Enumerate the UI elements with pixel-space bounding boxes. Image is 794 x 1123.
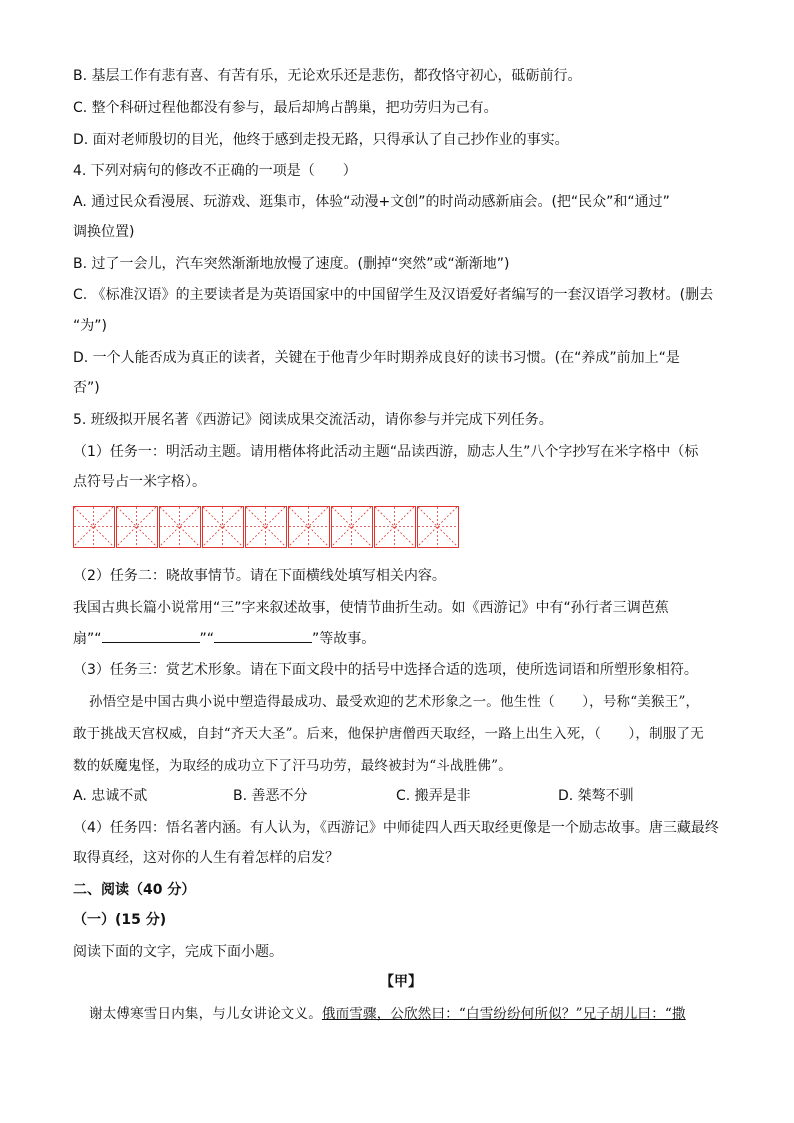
classical-text-line [89,1004,686,1024]
blank-suffix: ”等故事。 [312,631,376,647]
option-c-line: C. 整个科研过程他都没有参与，最后却鸠占鹊巢，把功劳归为己有。 [73,100,498,116]
text-jia-label: 【甲】 [380,974,422,990]
choice-b[interactable]: B. 善恶不分 [233,788,308,804]
q4-option-b: B. 过了一会儿，汽车突然渐渐地放慢了速度。(删掉“突然”或“渐渐地”) [73,256,510,272]
q4-option-a: A. 通过民众看漫展、玩游戏、逛集市，体验“动漫+文创”的时尚动感新庙会。(把“民众”和“通过” [73,194,670,210]
option-d-line: D. 面对老师殷切的目光，他终于感到走投无路，只得承认了自己抄作业的事实。 [73,132,569,148]
question-5: 5. 班级拟开展名著《西游记》阅读成果交流活动，请你参与并完成下列任务。 [73,412,553,428]
mizi-cell[interactable] [73,506,115,548]
choice-c[interactable]: C. 搬弄是非 [396,788,471,804]
passage-line-1: 孙悟空是中国古典小说中塑造得最成功、最受欢迎的艺术形象之一。他生性（ ），号称“美猴王”， [89,694,700,710]
choice-d[interactable]: D. 桀骜不驯 [558,788,634,804]
q4-option-c: C. 《标准汉语》的主要读者是为英语国家中的中国留学生及汉语爱好者编写的一套汉语学习教材。(删去 [73,287,714,303]
q4-option-c-cont: “为”) [73,318,107,334]
mizi-cell[interactable] [331,506,373,548]
blank-middle: ”“ [199,631,215,647]
mizi-cell[interactable] [202,506,244,548]
blank-prefix: 扇”“ [73,631,102,647]
passage-line-3: 数的妖魔鬼怪，为取经的成功立下了汗马功劳，最终被封为“斗战胜佛”。 [73,758,512,774]
classical-text-underlined: 俄而雪骤，公欣然曰：“白雪纷纷何所似？”兄子胡儿曰：“撒 [321,1006,686,1022]
question-4: 4. 下列对病句的修改不正确的一项是（ ） [73,163,357,179]
section-2-heading: 二、阅读（40 分） [73,882,196,898]
mizi-cell[interactable] [374,506,416,548]
mizi-grid [73,506,460,548]
task-4-cont: 取得真经，这对你的人生有着怎样的启发？ [73,850,339,866]
task-3: （3）任务三：赏艺术形象。请在下面文段中的括号中选择合适的选项，使所选词语和所塑形象相符。 [73,662,698,678]
task-2-text: 我国古典长篇小说常用“三”字来叙述故事，使情节曲折生动。如《西游记》中有“孙行者三调芭蕉 [73,600,669,616]
task-2: （2）任务二：晓故事情节。请在下面横线处填写相关内容。 [73,568,446,584]
option-b-line: B. 基层工作有悲有喜、有苦有乐，无论欢乐还是悲伤，都孜恪守初心，砥砺前行。 [73,68,582,84]
task-2-blanks [73,628,375,649]
task-4: （4）任务四：悟名著内涵。有人认为，《西游记》中师徒四人西天取经更像是一个励志故事。唐三藏最终 [73,820,719,836]
mizi-cell[interactable] [288,506,330,548]
q4-option-a-cont: 调换位置) [73,224,135,240]
classical-text-start: 谢太傅寒雪日内集，与儿女讲论文义。 [89,1006,322,1022]
mizi-cell[interactable] [116,506,158,548]
q4-option-d-cont: 否”) [73,380,100,396]
mizi-cell[interactable] [245,506,287,548]
answer-blank-2[interactable] [214,628,312,643]
mizi-cell[interactable] [417,506,459,548]
subsection-1-heading: （一）(15 分) [73,912,167,928]
reading-instruction: 阅读下面的文字，完成下面小题。 [73,944,283,960]
q4-option-d: D. 一个人能否成为真正的读者，关键在于他青少年时期养成良好的读书习惯。(在“养成”前加上“是 [73,350,680,366]
task-1: （1）任务一：明活动主题。请用楷体将此活动主题“品读西游，励志人生”八个字抄写在米字格中（标 [73,444,699,460]
passage-line-2: 敢于挑战天宫权威，自封“齐天大圣”。后来，他保护唐僧西天取经，一路上出生入死，（ ），制服了无 [73,726,704,742]
answer-blank-1[interactable] [102,628,200,643]
mizi-cell[interactable] [159,506,201,548]
choice-a[interactable]: A. 忠诚不贰 [73,788,148,804]
task-1-cont: 点符号占一米字格）。 [73,474,206,490]
